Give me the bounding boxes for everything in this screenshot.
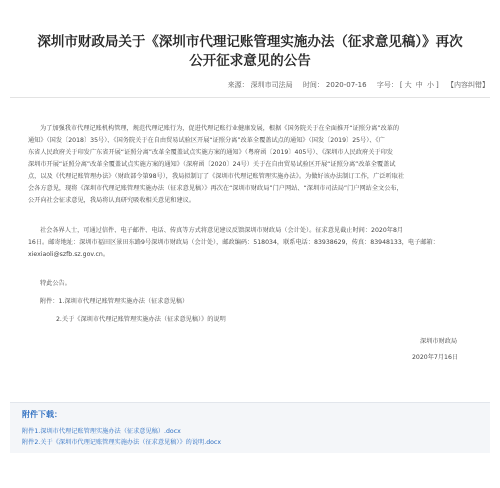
attachment-list-item-1: 附件：1.深圳市代理记账管理实施办法（征求意见稿） xyxy=(40,298,189,305)
article-meta xyxy=(0,80,489,90)
paragraph-line: 为了加强我市代理记账机构管理，规范代理记账行为，促进代理记账行业健康发展，根据《国务院关于在全面推开“证照分离”改革的 xyxy=(40,125,400,132)
font-size-small-button[interactable]: 小 xyxy=(427,81,435,89)
paragraph-line: 点，以及《代理记账管理办法》（财政部令第98号），我局拟制订了《深圳市代理记账管理实施办法》。为做好该办法制订工作，广泛听取社 xyxy=(28,173,405,180)
content-correction-link[interactable]: 【内容纠错】 xyxy=(447,81,489,89)
attachment-download-title: 附件下载： xyxy=(22,410,62,419)
bracket-open: [ xyxy=(399,81,403,89)
paragraph-line: 16日。邮寄地址：深圳市福田区景田东路9号深圳市财政局（会计处），邮政编码：518034，联系电话：83938629，传真：83948133，电子邮箱： xyxy=(28,239,439,246)
bracket-close: ] xyxy=(436,81,439,89)
paragraph-line: 深圳市开展“证照分离”改革全覆盖试点实施方案的通知》（深府函〔2020〕24号）关于在自由贸易试验区开展“证照分离”改革全覆盖试 xyxy=(28,161,396,168)
article-title-line-2: 公开征求意见的公告 xyxy=(189,53,311,69)
time-value: 2020-07-16 xyxy=(325,81,367,89)
paragraph-line: 通知》（国发〔2018〕35号）、《国务院关于在自由贸易试验区开展“证照分离”改革全覆盖试点的通知》（国发〔2019〕25号）、《广 xyxy=(28,137,385,144)
paragraph-line: 公开向社会征求意见，我局将认真研究吸收相关意见和建议。 xyxy=(28,197,196,204)
source-value: 深圳市司法局 xyxy=(250,81,293,89)
font-size-label: 字号： xyxy=(376,81,398,89)
attachment-download-link-2[interactable]: 附件2.关于《深圳市代理记账管理实施办法（征求意见稿）》的说明.docx xyxy=(22,439,221,446)
font-size-big-button[interactable]: 大 xyxy=(404,81,412,89)
header-divider xyxy=(10,97,490,98)
paragraph-line: 会各方意见，现将《深圳市代理记账管理实施办法（征求意见稿）》再次在“深圳市财政局”门户网站、“深圳市司法局”门户网站全文公布， xyxy=(28,185,403,192)
paragraph-line: 社会各界人士，可通过信件、电子邮件、电话、传真等方式将意见建议反馈深圳市财政局（会计处）。征求意见截止时间：2020年8月 xyxy=(40,227,404,234)
signature: 深圳市财政局 xyxy=(420,338,458,345)
paragraph-line: 东省人民政府关于印发广东省开展“证照分离”改革全覆盖试点实施方案的通知》（粤府函〔2019〕405号）、《深圳市人民政府关于印发 xyxy=(28,149,393,156)
attachment-download-box xyxy=(10,402,490,453)
paragraph-line: xiexiaoli@szfb.sz.gov.cn。 xyxy=(28,251,110,258)
article-title-line-1: 深圳市财政局关于《深圳市代理记账管理实施办法（征求意见稿）》再次 xyxy=(37,34,463,50)
source-label: 来源： xyxy=(227,81,249,89)
time-label: 时间： xyxy=(302,81,324,89)
closing-statement: 特此公告。 xyxy=(40,280,71,287)
signature-date: 2020年7月16日 xyxy=(412,354,459,361)
attachment-download-link-1[interactable]: 附件1.深圳市代理记账管理实施办法（征求意见稿）.docx xyxy=(22,428,181,435)
font-size-mid-button[interactable]: 中 xyxy=(415,81,423,89)
attachment-list-item-2: 2.关于《深圳市代理记账管理实施办法（征求意见稿）》的说明 xyxy=(56,316,226,323)
